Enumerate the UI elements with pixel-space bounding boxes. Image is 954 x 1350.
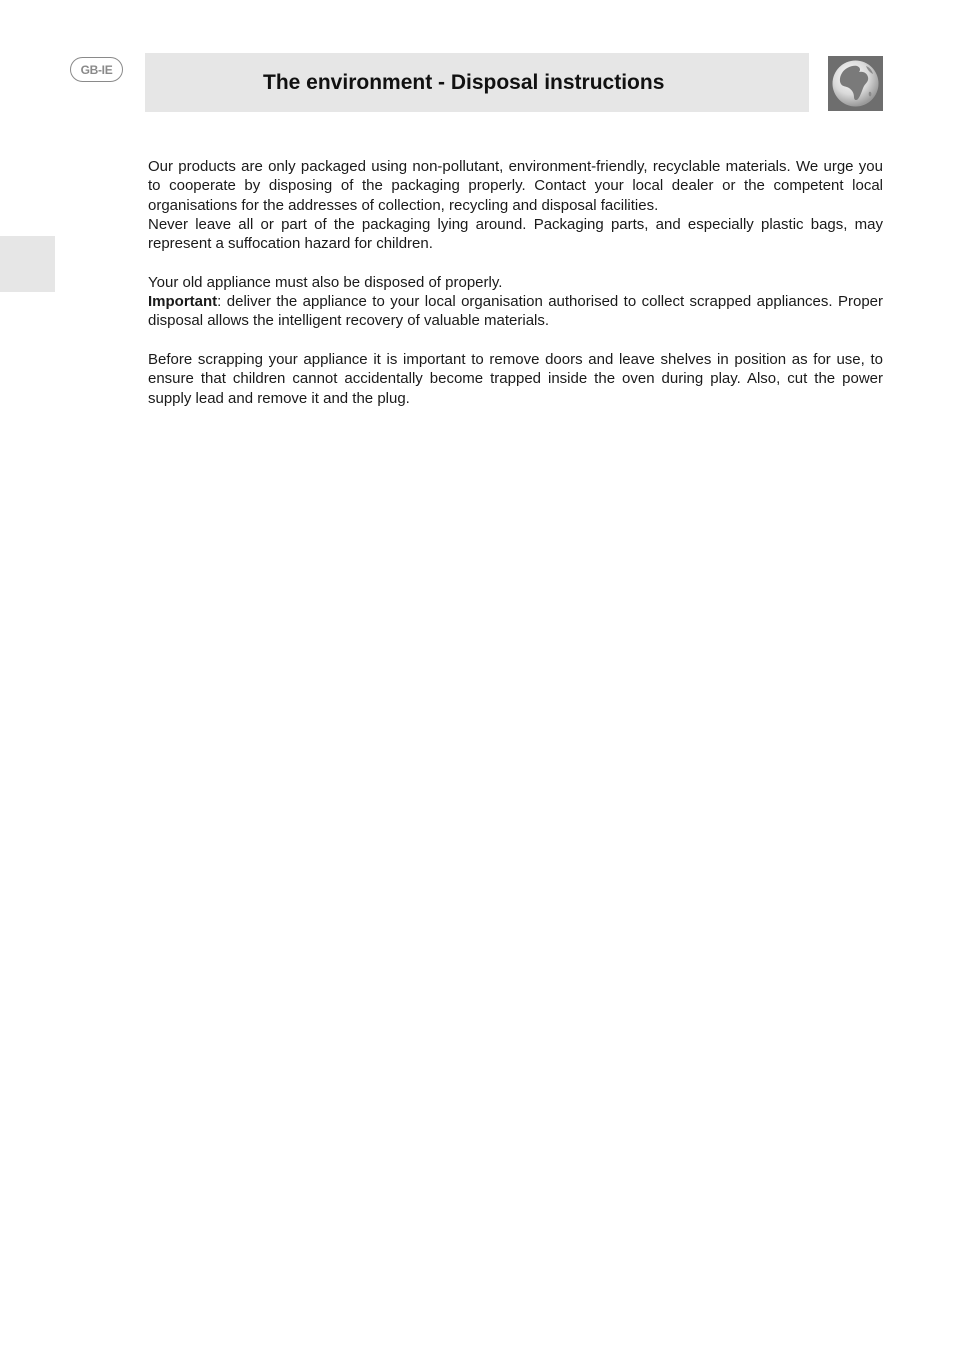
side-tab-marker (0, 236, 55, 292)
paragraph-spacer (148, 331, 883, 350)
header-bar (145, 53, 809, 112)
important-text: : deliver the appliance to your local organisation authorised to collect scrapped appliances. Proper disposal allows the intelligent recovery of valuable materials. (148, 293, 883, 330)
body-text (148, 157, 883, 408)
paragraph-old-appliance: Your old appliance must also be disposed of properly. (148, 273, 503, 291)
paragraph-important (148, 292, 883, 331)
globe-icon (828, 56, 883, 111)
paragraph-spacer (148, 253, 883, 272)
language-badge: GB-IE (70, 57, 123, 82)
important-label: Important (148, 293, 218, 311)
paragraph-suffocation-warning: Never leave all or part of the packaging lying around. Packaging parts, and especially plastic bags, may represent a suffocation hazard for children. (148, 215, 883, 253)
page-title: The environment - Disposal instructions (263, 70, 665, 94)
paragraph-scrapping: Before scrapping your appliance it is important to remove doors and leave shelves in position as for use, to ensure that children cannot accidentally become trapped inside the oven during play. Also, cut the power supply lead and remove it and the plug. (148, 350, 883, 407)
paragraph-packaging: Our products are only packaged using non-pollutant, environment-friendly, recyclable materials. We urge you to cooperate by disposing of the packaging properly. Contact your local dealer or the competent local organisations for the addresses of collection, recycling and disposal facilities. (148, 158, 883, 214)
